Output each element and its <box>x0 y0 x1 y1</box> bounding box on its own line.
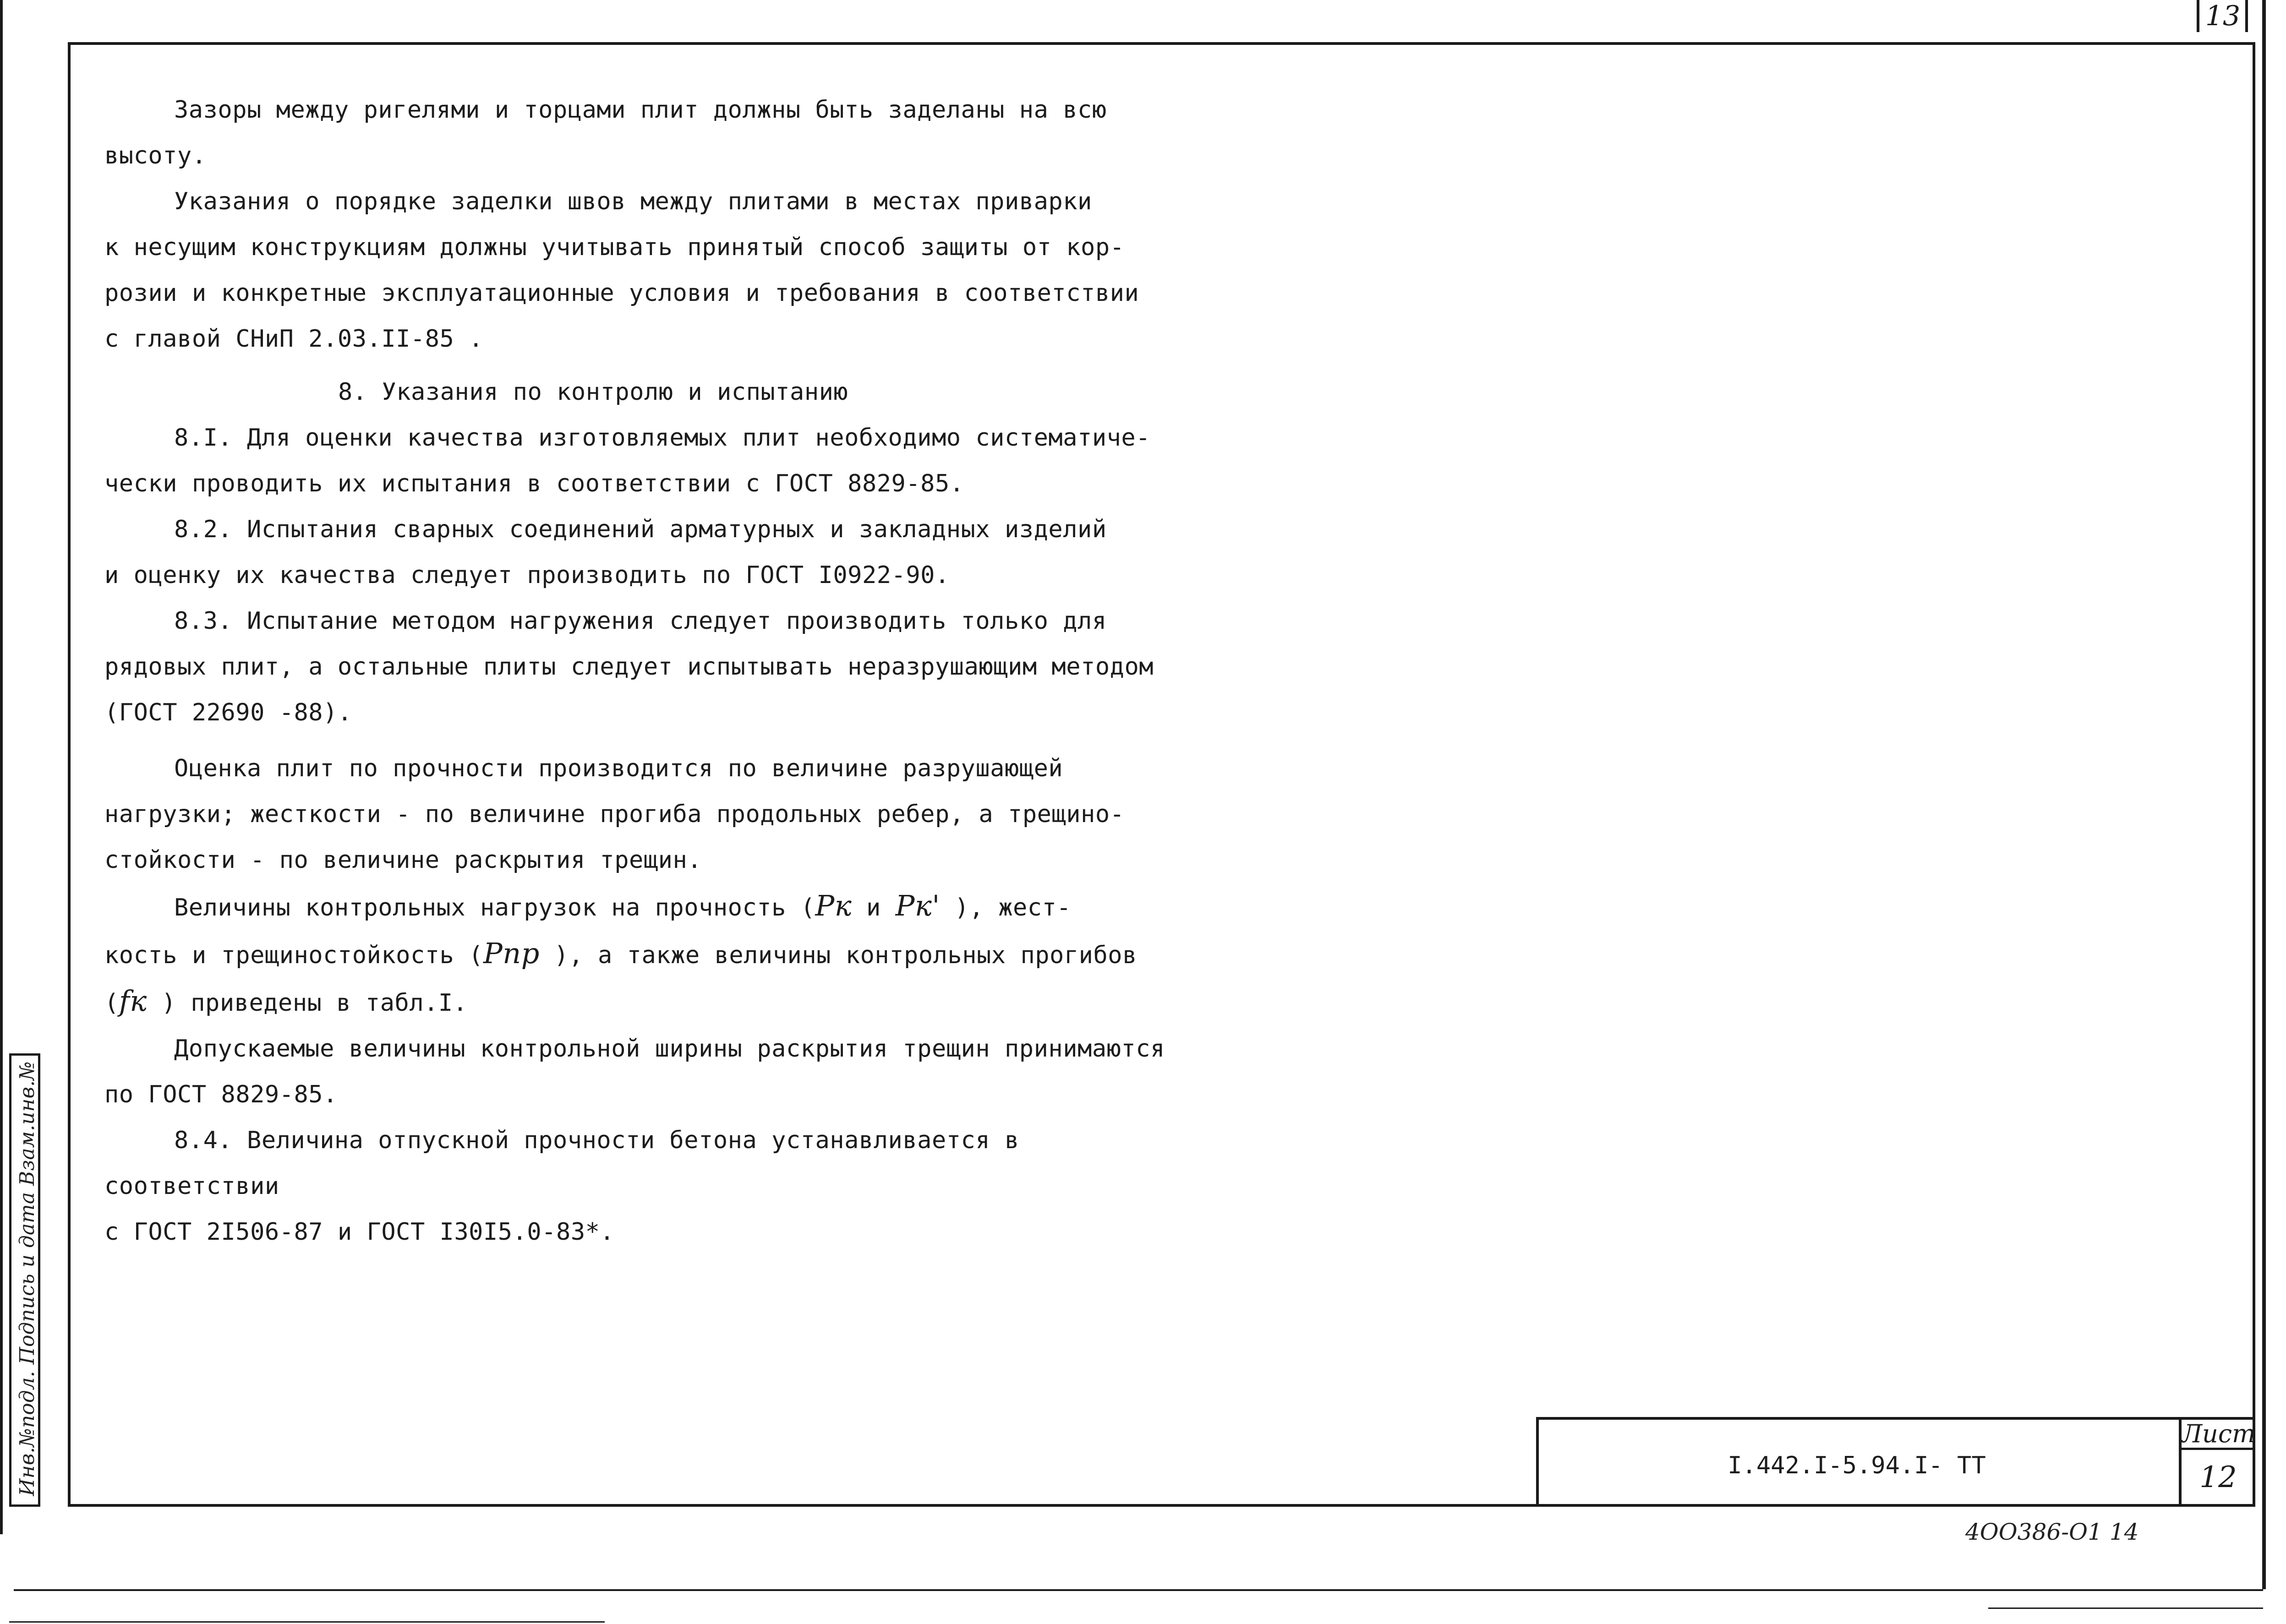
text-line: 8.4. Величина отпускной прочности бетона устанавливается в соответствии <box>104 1127 1019 1200</box>
text-line: 8.3. Испытание методом нагружения следует производить только для <box>174 607 1107 635</box>
document-body <box>104 87 1204 1255</box>
text-line: розии и конкретные эксплуатационные условия и требования в соответствии <box>104 279 1139 307</box>
item-8-3 <box>104 598 1204 736</box>
text-line: по ГОСТ 8829-85. <box>104 1081 338 1108</box>
text-line: стойкости - по величине раскрытия трещин. <box>104 846 702 874</box>
text-line: Допускаемые величины контрольной ширины раскрытия трещин принимаются <box>174 1035 1165 1063</box>
bottom-trim-line <box>14 1589 2263 1591</box>
text-fragment: ( <box>104 989 119 1017</box>
left-edge-line <box>0 0 3 1534</box>
sheet-label: Лист <box>2182 1418 2255 1450</box>
top-sheet-number: 13 <box>2205 0 2241 32</box>
item-8-1 <box>104 415 1204 507</box>
text-fragment: Величины контрольных нагрузок на прочность ( <box>174 894 815 921</box>
text-line: 8.2. Испытания сварных соединений арматурных и закладных изделий <box>174 516 1107 543</box>
text-fragment: ), а также величины контрольных прогибов <box>539 942 1137 969</box>
paragraph-control-loads <box>104 883 1204 1026</box>
text-fragment: и <box>852 894 896 921</box>
symbol-ppr: Pпр <box>483 937 540 970</box>
text-line: с ГОСТ 2I506-87 и ГОСТ I30I5.0-83*. <box>104 1218 615 1246</box>
item-8-2 <box>104 507 1204 598</box>
sheet-number: 12 <box>2199 1461 2237 1494</box>
section-heading: 8. Указания по контролю и испытанию <box>338 378 848 406</box>
text-line: чески проводить их испытания в соответствии с ГОСТ 8829-85. <box>104 470 964 497</box>
text-line: (ГОСТ 22690 -88). <box>104 699 352 726</box>
item-8-4 <box>104 1117 1204 1255</box>
text-line: с главой СНиП 2.03.II-85 . <box>104 325 483 353</box>
text-line: Зазоры между ригелями и торцами плит должны быть заделаны на всю <box>174 96 1107 124</box>
symbol-pk-prime: Pк' <box>895 889 940 922</box>
text-fragment: ) приведены в табл.I. <box>147 989 468 1017</box>
inventory-number: 4ОО386-О1 14 <box>1965 1519 2139 1545</box>
text-line: 8.I. Для оценки качества изготовляемых плит необходимо систематиче- <box>174 424 1151 452</box>
paragraph-joints <box>104 179 1204 362</box>
text-line: и оценку их качества следует производить по ГОСТ I0922-90. <box>104 561 950 589</box>
text-line: нагрузки; жесткости - по величине прогиба продольных ребер, а трещино- <box>104 801 1125 828</box>
text-line: к несущим конструкциям должны учитывать принятый способ защиты от кор- <box>104 234 1125 261</box>
bottom-trim-line-low <box>9 1621 605 1623</box>
text-fragment: кость и трещиностойкость ( <box>104 942 483 969</box>
bottom-trim-line-right <box>1988 1608 2263 1609</box>
side-stamp-text: Инв.№подл. Подпись и дата Взам.инв.№ <box>16 1061 39 1496</box>
right-edge-line <box>2262 0 2266 1589</box>
paragraph-strength-assessment <box>104 746 1204 883</box>
text-line: высоту. <box>104 142 207 169</box>
paragraph-crack-width <box>104 1026 1204 1117</box>
document-code: I.442.I-5.94.I- ТТ <box>1728 1452 1986 1479</box>
symbol-fk: fк <box>119 984 147 1018</box>
text-line: Оценка плит по прочности производится по величине разрушающей <box>174 755 1063 782</box>
symbol-pk: Pк <box>815 889 852 922</box>
text-line: Указания о порядке заделки швов между плитами в местах приварки <box>174 188 1092 215</box>
text-line: рядовых плит, а остальные плиты следует испытывать неразрушающим методом <box>104 653 1154 681</box>
text-fragment: ), жест- <box>940 894 1072 921</box>
paragraph-gaps <box>104 87 1204 179</box>
